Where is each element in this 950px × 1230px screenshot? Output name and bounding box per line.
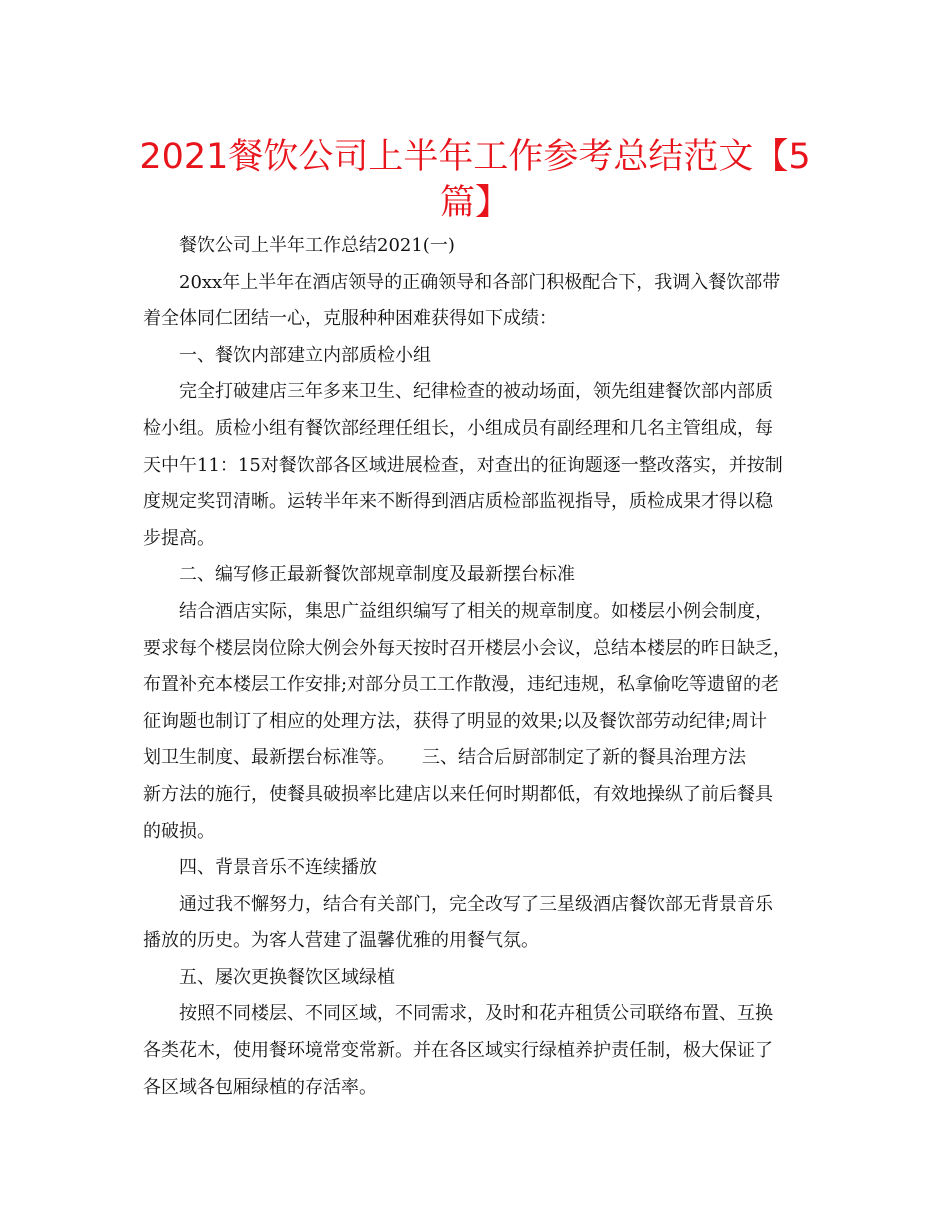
body-line: 播放的历史。为客人营建了温馨优雅的用餐气氛。 <box>143 930 539 952</box>
body-line: 各类花木，使用餐环境常变常新。并在各区域实行绿植养护责任制，极大保证了 <box>143 1040 773 1062</box>
body-line: 一、餐饮内部建立内部质检小组 <box>179 344 431 366</box>
body-line: 完全打破建店三年多来卫生、纪律检查的被动场面，领先组建餐饮部内部质 <box>179 381 773 403</box>
body-line: 四、背景音乐不连续播放 <box>179 857 377 879</box>
body-line: 划卫生制度、最新摆台标准等。 三、结合后厨部制定了新的餐具治理方法 <box>143 747 746 769</box>
body-line: 餐饮公司上半年工作总结2021(一) <box>179 235 455 256</box>
body-line: 新方法的施行，使餐具破损率比建店以来任何时期都低，有效地操纵了前后餐具 <box>143 783 773 805</box>
body-line: 布置补充本楼层工作安排;对部分员工工作散漫，违纪违规，私拿偷吃等遗留的老 <box>143 674 780 696</box>
body-line: 征询题也制订了相应的处理方法，获得了明显的效果;以及餐饮部劳动纪律;周计 <box>143 710 768 732</box>
title-line-1: 2021餐饮公司上半年工作参考总结范文【5 <box>139 137 811 177</box>
title-line-2: 篇】 <box>439 183 510 223</box>
body-line: 二、编写修正最新餐饮部规章制度及最新摆台标准 <box>179 564 575 586</box>
body-line: 步提高。 <box>143 527 215 549</box>
body-line: 检小组。质检小组有餐饮部经理任组长，小组成员有副经理和几名主管组成，每 <box>143 417 773 439</box>
body-line: 按照不同楼层、不同区域，不同需求，及时和花卉租赁公司联络布置、互换 <box>179 1003 773 1025</box>
body-line: 通过我不懈努力，结合有关部门，完全改写了三星级酒店餐饮部无背景音乐 <box>179 893 773 915</box>
body-line: 各区域各包厢绿植的存活率。 <box>143 1076 377 1098</box>
body-line: 结合酒店实际，集思广益组织编写了相关的规章制度。如楼层小例会制度， <box>179 600 773 622</box>
body-line: 20xx年上半年在酒店领导的正确领导和各部门积极配合下，我调入餐饮部带 <box>179 271 781 293</box>
body-line: 要求每个楼层岗位除大例会外每天按时召开楼层小会议，总结本楼层的昨日缺乏， <box>143 637 791 659</box>
body-line: 着全体同仁团结一心，克服种种困难获得如下成绩： <box>143 308 557 330</box>
document-title <box>120 134 830 226</box>
body-line: 的破损。 <box>143 820 215 842</box>
document-body <box>143 228 808 1106</box>
body-line: 天中午11：15对餐饮部各区域进展检查，对查出的征询题逐一整改落实，并按制 <box>143 454 783 476</box>
body-line: 五、屡次更换餐饮区域绿植 <box>179 966 395 988</box>
body-line: 度规定奖罚清晰。运转半年来不断得到酒店质检部监视指导，质检成果才得以稳 <box>143 491 773 513</box>
